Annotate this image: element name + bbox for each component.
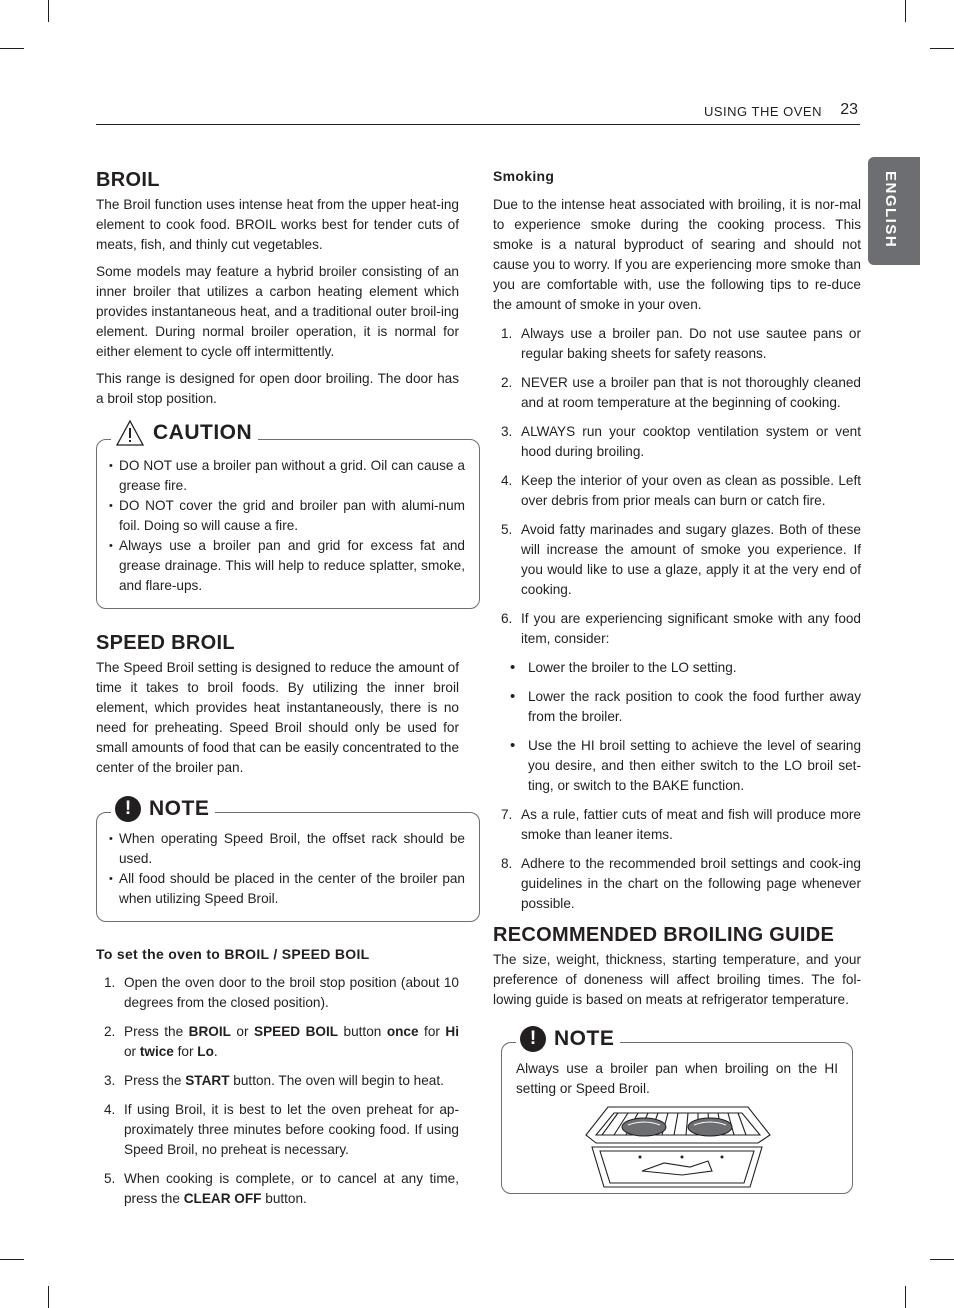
list-item xyxy=(96,1022,459,1062)
step-number: 3. xyxy=(501,424,513,439)
broil-paragraph: The Broil function uses intense heat from the upper heat-ing element to cook food. BROIL works best for tender cuts of meats, fish, and thinly cut vegetables. xyxy=(96,197,459,252)
right-column xyxy=(493,166,861,1194)
crop-mark xyxy=(905,1286,906,1308)
step-number: 2. xyxy=(501,375,513,390)
step-text: ALWAYS run your cooktop ventilation system or vent hood during broiling. xyxy=(521,424,861,459)
step-emphasis: twice xyxy=(139,1044,174,1059)
list-item xyxy=(493,854,861,914)
step-emphasis: CLEAR OFF xyxy=(183,1191,262,1206)
step-text: If using Broil, it is best to let the oven preheat for ap-proximately three minutes before cooking food. If using Speed Broil, no preheat is necessary. xyxy=(124,1102,459,1157)
step-number: 8. xyxy=(501,856,513,871)
list-item: • Lower the rack position to cook the food further away from the broiler. xyxy=(493,687,861,727)
crop-mark xyxy=(905,0,906,22)
note-title xyxy=(111,794,215,824)
step-text: for xyxy=(173,1044,198,1059)
list-item: • When operating Speed Broil, the offset rack should be used. xyxy=(109,829,465,869)
step-number: 5. xyxy=(104,1171,116,1186)
crop-mark xyxy=(48,0,49,22)
note-label: NOTE xyxy=(554,1027,615,1050)
list-item xyxy=(493,805,861,845)
broil-heading: BROIL xyxy=(96,169,160,191)
step-text: As a rule, fattier cuts of meat and fish will produce more smoke than leaner items. xyxy=(521,807,861,842)
crop-mark xyxy=(48,1286,49,1308)
step-text: Press the xyxy=(124,1024,189,1039)
crop-mark xyxy=(930,48,954,49)
list-item: • All food should be placed in the center of the broiler pan when utilizing Speed Broil. xyxy=(109,869,465,909)
step-text: or xyxy=(124,1044,140,1059)
step-text: When cooking is complete, or to cancel at any time, press the xyxy=(124,1171,459,1206)
list-item xyxy=(493,373,861,413)
list-item xyxy=(493,324,861,364)
left-column xyxy=(96,168,465,1218)
step-number: 1. xyxy=(104,975,116,990)
list-item: • Always use a broiler pan and grid for excess fat and grease drainage. This will help to reduce splatter, smoke, and flare-ups. xyxy=(109,536,465,596)
warning-icon xyxy=(115,419,145,447)
step-emphasis: once xyxy=(386,1024,419,1039)
step-text: . xyxy=(213,1044,218,1059)
step-emphasis: SPEED BOIL xyxy=(254,1024,339,1039)
list-item xyxy=(96,1071,459,1091)
list-item xyxy=(96,1100,459,1160)
list-item xyxy=(493,471,861,511)
note-title xyxy=(516,1024,620,1054)
step-number: 6. xyxy=(501,611,513,626)
list-item xyxy=(96,973,459,1013)
broil-paragraph: Some models may feature a hybrid broiler consisting of an inner broiler that utilizes a carbon heating element which provides instantaneous heat, and a traditional outer broil-ing element. During normal broiler operation, it is normal for either element to cycle off intermittently. xyxy=(96,264,459,359)
step-number: 1. xyxy=(501,326,513,341)
step-number: 5. xyxy=(501,522,513,537)
step-text: button. xyxy=(261,1191,307,1206)
step-number: 4. xyxy=(104,1102,116,1117)
guide-paragraph: The size, weight, thickness, starting temperature, and your preference of doneness will affect broiling times. The fol-lowing guide is based on meats at refrigerator temperature. xyxy=(493,952,861,1007)
note-text: Always use a broiler pan when broiling on the HI setting or Speed Broil. xyxy=(516,1061,838,1096)
note-box xyxy=(96,797,480,922)
list-item xyxy=(493,520,861,600)
language-tab-label: ENGLISH xyxy=(882,171,899,249)
step-number: 3. xyxy=(104,1073,116,1088)
step-text: If you are experiencing significant smoke with any food item, consider: xyxy=(521,611,861,646)
smoking-heading: Smoking xyxy=(493,168,555,184)
note-list xyxy=(109,829,465,909)
set-oven-steps xyxy=(96,973,459,1209)
exclamation-icon: ! xyxy=(520,1026,546,1052)
step-emphasis: Hi xyxy=(445,1024,459,1039)
note-label: NOTE xyxy=(149,797,210,820)
set-oven-heading: To set the oven to BROIL / SPEED BOIL xyxy=(96,946,370,962)
caution-list xyxy=(109,456,465,596)
broiler-pan-illustration xyxy=(582,1105,772,1189)
list-item: • Use the HI broil setting to achieve the level of searing you desire, and then either switch to the LO broil set-ting, or switch to the BAKE function. xyxy=(493,736,861,796)
step-text: NEVER use a broiler pan that is not thoroughly cleaned and at room temperature at the beginning of cooking. xyxy=(521,375,861,410)
list-item: • DO NOT cover the grid and broiler pan with alumi-num foil. Doing so will cause a fire. xyxy=(109,496,465,536)
step-emphasis: START xyxy=(185,1073,230,1088)
speed-broil-paragraph: The Speed Broil setting is designed to reduce the amount of time it takes to broil foods. By utilizing the inner broil element, which provides heat instantaneously, there is no need for preheating. Speed Broil should only be used for small amounts of food that can be easily concentrated to the center of the broiler pan. xyxy=(96,660,459,775)
guide-heading: RECOMMENDED BROILING GUIDE xyxy=(493,924,835,946)
step-text: Open the oven door to the broil stop position (about 10 degrees from the closed position). xyxy=(124,975,459,1010)
step-text: Avoid fatty marinades and sugary glazes. Both of these will increase the amount of smoke you experience. If you would like to use a glaze, apply it at the very end of cooking. xyxy=(521,522,861,597)
list-item: • Lower the broiler to the LO setting. xyxy=(493,658,861,678)
step-text: Always use a broiler pan. Do not use sautee pans or regular baking sheets for safety reasons. xyxy=(521,326,861,361)
speed-broil-heading: SPEED BROIL xyxy=(96,632,235,654)
smoking-steps xyxy=(493,324,861,649)
crop-mark xyxy=(0,1259,24,1260)
list-item xyxy=(493,609,861,649)
step-number: 4. xyxy=(501,473,513,488)
header-section-title: USING THE OVEN xyxy=(703,104,822,119)
crop-mark xyxy=(930,1259,954,1260)
caution-box xyxy=(96,421,480,609)
step-text: for xyxy=(418,1024,446,1039)
list-item: • DO NOT use a broiler pan without a grid. Oil can cause a grease fire. xyxy=(109,456,465,496)
step-number: 2. xyxy=(104,1024,116,1039)
caution-title xyxy=(111,418,258,448)
page-header xyxy=(96,101,860,125)
step-emphasis: Lo xyxy=(197,1044,214,1059)
step-number: 7. xyxy=(501,807,513,822)
language-tab xyxy=(868,157,920,265)
step-emphasis: BROIL xyxy=(188,1024,231,1039)
smoking-paragraph: Due to the intense heat associated with broiling, it is nor-mal to experience smoke during the cooking process. This smoke is a natural byproduct of searing and should not cause you to worry. If you are experiencing more smoke than you are comfortable with, use the following tips to re-duce the amount of smoke in your oven. xyxy=(493,197,861,312)
step-text: Keep the interior of your oven as clean as possible. Left over debris from prior meals can burn or catch fire. xyxy=(521,473,861,508)
step-text: Press the xyxy=(124,1073,186,1088)
caution-label: CAUTION xyxy=(153,421,253,444)
page-number: 23 xyxy=(840,101,858,118)
smoking-bullets xyxy=(493,658,861,796)
step-text: or xyxy=(230,1024,254,1039)
note-box xyxy=(501,1027,853,1194)
step-text: button xyxy=(338,1024,387,1039)
crop-mark xyxy=(0,48,24,49)
step-text: Adhere to the recommended broil settings and cook-ing guidelines in the chart on the following page whenever possible. xyxy=(521,856,861,911)
broil-paragraph: This range is designed for open door broiling. The door has a broil stop position. xyxy=(96,371,459,406)
exclamation-icon: ! xyxy=(115,796,141,822)
step-text: button. The oven will begin to heat. xyxy=(229,1073,444,1088)
list-item xyxy=(96,1169,459,1209)
list-item xyxy=(493,422,861,462)
smoking-steps-continued xyxy=(493,805,861,914)
